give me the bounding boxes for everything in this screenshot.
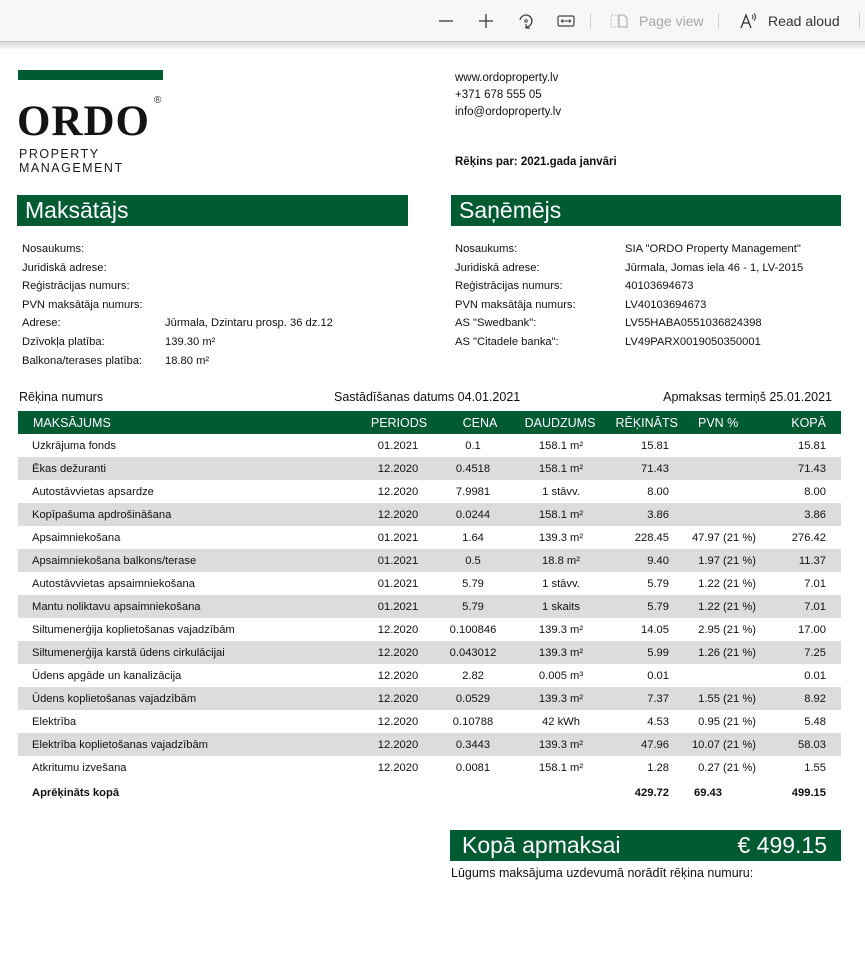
cell-total: 15.81 xyxy=(798,439,826,452)
info-value: 18.80 m² xyxy=(165,354,210,367)
cell-payment: Atkritumu izvešana xyxy=(32,761,127,774)
cell-total: 58.03 xyxy=(798,738,826,751)
cell-period: 12.2020 xyxy=(377,462,419,475)
cell-calculated: 3.86 xyxy=(647,508,669,521)
header-price: CENA xyxy=(462,415,498,430)
cell-payment: Autostāvvietas apsaimniekošana xyxy=(32,577,195,590)
info-label: Nosaukums: xyxy=(455,243,518,255)
cell-payment: Kopīpašuma apdrošināšana xyxy=(32,508,172,521)
cell-period: 12.2020 xyxy=(377,669,419,682)
summary-label: Aprēķināts kopā xyxy=(32,786,120,799)
cell-quantity: 139.3 m² xyxy=(538,623,584,636)
cell-period: 12.2020 xyxy=(377,715,419,728)
cell-payment: Apsaimniekošana xyxy=(32,531,121,544)
logo-subtitle-line1: PROPERTY xyxy=(19,147,100,161)
table-row xyxy=(18,664,841,687)
cell-price: 0.043012 xyxy=(449,646,497,659)
page-view-icon xyxy=(610,13,628,29)
cell-total: 17.00 xyxy=(798,623,826,636)
issue-date: Sastādīšanas datums 04.01.2021 xyxy=(334,390,521,404)
info-value: LV55HABA0551036824398 xyxy=(625,317,762,330)
page-shadow xyxy=(0,42,865,50)
amount-due-label: Kopā apmaksai xyxy=(462,832,621,858)
table-row xyxy=(18,641,841,664)
table-row xyxy=(18,503,841,526)
info-label: Dzīvokļa platība: xyxy=(22,335,105,348)
info-row xyxy=(455,296,803,315)
info-row xyxy=(455,314,803,333)
cell-vat: 10.07 (21 %) xyxy=(691,738,756,751)
cell-period: 12.2020 xyxy=(377,485,419,498)
fit-width-icon xyxy=(557,14,575,28)
cell-total: 71.43 xyxy=(798,462,826,475)
cell-period: 01.2021 xyxy=(377,531,419,544)
minus-icon xyxy=(438,13,454,29)
logo-wordmark: ORDO xyxy=(17,98,150,145)
cell-price: 0.10788 xyxy=(452,715,494,728)
rotate-button[interactable] xyxy=(517,0,535,41)
cell-payment: Mantu noliktavu apsaimniekošana xyxy=(32,600,201,613)
cell-payment: Elektrība xyxy=(32,715,77,728)
cell-quantity: 139.3 m² xyxy=(538,738,584,751)
cell-price: 0.5 xyxy=(465,554,481,567)
info-label: PVN maksātāja numurs: xyxy=(22,298,143,311)
cell-total: 8.00 xyxy=(804,485,826,498)
cell-vat: 1.22 (21 %) xyxy=(698,577,756,590)
info-row xyxy=(455,333,803,352)
logo-subtitle-line2: MANAGEMENT xyxy=(19,161,124,175)
website-link[interactable]: www.ordoproperty.lv xyxy=(455,72,559,84)
cell-quantity: 1 stāvv. xyxy=(542,577,580,590)
cell-payment: Elektrība koplietošanas vajadzībām xyxy=(32,738,208,751)
payment-note: Lūgums maksājuma uzdevumā norādīt rēķina numuru: xyxy=(451,866,754,880)
cell-total: 7.01 xyxy=(804,577,826,590)
info-value: Jūrmala, Dzintaru prosp. 36 dz.12 xyxy=(165,317,333,330)
cell-total: 8.92 xyxy=(804,692,826,705)
info-label: Nosaukums: xyxy=(22,243,85,255)
summary-total: 499.15 xyxy=(791,786,826,799)
info-row xyxy=(22,352,333,371)
cell-calculated: 5.79 xyxy=(647,600,669,613)
page-view-button[interactable] xyxy=(610,0,704,41)
header-quantity: DAUDZUMS xyxy=(524,415,596,430)
cell-period: 12.2020 xyxy=(377,692,419,705)
info-value: LV40103694673 xyxy=(625,298,707,311)
cell-quantity: 0.005 m³ xyxy=(538,669,584,682)
invoice-number-label: Rēķina numurs xyxy=(19,390,104,404)
info-row xyxy=(455,240,803,259)
zoom-in-button[interactable] xyxy=(478,0,494,41)
cell-total: 3.86 xyxy=(804,508,826,521)
header-vat: PVN % xyxy=(698,415,739,430)
charges-table xyxy=(18,411,841,806)
info-label: AS "Citadele banka": xyxy=(455,335,559,348)
info-label: Balkona/terases platība: xyxy=(22,354,143,367)
header-payment: MAKSĀJUMS xyxy=(33,415,111,430)
header-calculated: RĒĶINĀTS xyxy=(615,415,678,430)
cell-period: 12.2020 xyxy=(377,623,419,636)
table-row xyxy=(18,480,841,503)
toolbar-divider xyxy=(859,13,860,29)
cell-quantity: 158.1 m² xyxy=(538,462,584,475)
cell-calculated: 8.00 xyxy=(647,485,669,498)
cell-vat: 0.95 (21 %) xyxy=(698,715,756,728)
info-row xyxy=(22,333,333,352)
table-row xyxy=(18,457,841,480)
cell-quantity: 1 stāvv. xyxy=(542,485,580,498)
cell-calculated: 5.99 xyxy=(647,646,669,659)
cell-payment: Ūdens koplietošanas vajadzībām xyxy=(32,692,197,705)
table-row xyxy=(18,756,841,779)
table-row xyxy=(18,687,841,710)
cell-vat: 47.97 (21 %) xyxy=(691,531,756,544)
logo-accent-bar xyxy=(18,70,163,80)
info-label: Adrese: xyxy=(22,317,61,330)
table-row xyxy=(18,549,841,572)
cell-vat: 2.95 (21 %) xyxy=(698,623,756,636)
cell-payment: Autostāvvietas apsardze xyxy=(32,485,154,498)
cell-payment: Siltumenerģija karstā ūdens cirkulācijai xyxy=(32,646,225,659)
table-row xyxy=(18,618,841,641)
cell-calculated: 47.96 xyxy=(641,738,669,751)
cell-quantity: 158.1 m² xyxy=(538,439,584,452)
cell-calculated: 9.40 xyxy=(647,554,669,567)
registered-mark: ® xyxy=(154,95,162,106)
cell-period: 12.2020 xyxy=(377,646,419,659)
cell-period: 01.2021 xyxy=(377,439,419,452)
cell-quantity: 158.1 m² xyxy=(538,761,584,774)
info-row xyxy=(22,240,333,259)
cell-price: 2.82 xyxy=(462,669,484,682)
table-body xyxy=(18,434,841,779)
recipient-heading: Saņēmējs xyxy=(451,195,841,226)
read-aloud-button[interactable] xyxy=(739,0,840,41)
cell-quantity: 42 kWh xyxy=(542,715,580,728)
zoom-out-button[interactable] xyxy=(438,0,454,41)
read-aloud-label: Read aloud xyxy=(768,12,840,29)
info-row xyxy=(22,314,333,333)
cell-vat: 1.55 (21 %) xyxy=(698,692,756,705)
logo-subtitle xyxy=(19,147,124,175)
info-value: LV49PARX0019050350001 xyxy=(625,335,761,348)
table-row xyxy=(18,733,841,756)
cell-period: 01.2021 xyxy=(377,554,419,567)
cell-quantity: 139.3 m² xyxy=(538,531,584,544)
info-value: SIA "ORDO Property Management" xyxy=(625,243,801,255)
rotate-icon xyxy=(517,12,535,30)
cell-period: 01.2021 xyxy=(377,577,419,590)
info-row xyxy=(22,296,333,315)
cell-period: 01.2021 xyxy=(377,600,419,613)
cell-total: 11.37 xyxy=(798,554,826,567)
header-period: PERIODS xyxy=(370,415,428,430)
info-label: Reģistrācijas numurs: xyxy=(22,280,130,293)
table-row xyxy=(18,572,841,595)
due-date: Apmaksas termiņš 25.01.2021 xyxy=(663,390,832,404)
cell-calculated: 7.37 xyxy=(647,692,669,705)
info-label: Juridiskā adrese: xyxy=(455,261,540,274)
info-label: Juridiskā adrese: xyxy=(22,261,107,274)
contact-block xyxy=(455,70,561,121)
table-header xyxy=(18,411,841,434)
cell-payment: Ēkas dežuranti xyxy=(32,462,107,475)
info-row xyxy=(455,259,803,278)
info-row xyxy=(22,277,333,296)
toolbar-divider xyxy=(590,13,591,29)
cell-price: 5.79 xyxy=(462,577,484,590)
cell-calculated: 5.79 xyxy=(647,577,669,590)
cell-payment: Ūdens apgāde un kanalizācija xyxy=(32,669,182,682)
email-link[interactable]: info@ordoproperty.lv xyxy=(455,106,562,118)
cell-quantity: 139.3 m² xyxy=(538,692,584,705)
cell-calculated: 0.01 xyxy=(647,669,669,682)
info-row xyxy=(455,277,803,296)
cell-calculated: 14.05 xyxy=(641,623,669,636)
cell-calculated: 15.81 xyxy=(641,439,669,452)
info-label: Reģistrācijas numurs: xyxy=(455,280,563,293)
cell-payment: Siltumenerģija koplietošanas vajadzībām xyxy=(32,623,235,636)
cell-total: 276.42 xyxy=(791,531,826,544)
summary-vat: 69.43 xyxy=(694,786,722,799)
table-summary-row xyxy=(18,779,841,806)
cell-calculated: 1.28 xyxy=(647,761,669,774)
cell-payment: Apsaimniekošana balkons/terase xyxy=(32,554,197,567)
cell-period: 12.2020 xyxy=(377,508,419,521)
plus-icon xyxy=(478,13,494,29)
recipient-info xyxy=(455,240,803,352)
payer-info xyxy=(22,240,333,370)
table-row xyxy=(18,526,841,549)
cell-price: 0.0529 xyxy=(455,692,491,705)
cell-calculated: 4.53 xyxy=(647,715,669,728)
payer-heading: Maksātājs xyxy=(17,195,408,226)
table-row xyxy=(18,595,841,618)
cell-quantity: 158.1 m² xyxy=(538,508,584,521)
pdf-toolbar xyxy=(0,0,865,42)
cell-total: 0.01 xyxy=(804,669,826,682)
cell-quantity: 139.3 m² xyxy=(538,646,584,659)
invoice-period: Rēķins par: 2021.gada janvāri xyxy=(455,156,617,168)
cell-total: 1.55 xyxy=(804,761,826,774)
cell-price: 5.79 xyxy=(462,600,484,613)
cell-price: 0.0244 xyxy=(455,508,491,521)
page-view-label: Page view xyxy=(639,12,704,29)
cell-quantity: 18.8 m² xyxy=(542,554,580,567)
info-value: Jūrmala, Jomas iela 46 - 1, LV-2015 xyxy=(625,261,804,274)
cell-price: 0.100846 xyxy=(449,623,497,636)
cell-total: 5.48 xyxy=(804,715,826,728)
table-row xyxy=(18,710,841,733)
cell-price: 1.64 xyxy=(462,531,484,544)
cell-calculated: 71.43 xyxy=(641,462,669,475)
phone-number: +371 678 555 05 xyxy=(455,89,542,101)
cell-period: 12.2020 xyxy=(377,761,419,774)
info-label: PVN maksātāja numurs: xyxy=(455,298,576,311)
cell-price: 0.3443 xyxy=(455,738,491,751)
amount-due-box xyxy=(450,830,841,861)
cell-vat: 0.27 (21 %) xyxy=(698,761,756,774)
info-label: AS "Swedbank": xyxy=(455,317,537,330)
cell-price: 7.9981 xyxy=(455,485,491,498)
info-value: 139.30 m² xyxy=(165,335,216,348)
cell-total: 7.25 xyxy=(804,646,826,659)
cell-price: 0.0081 xyxy=(455,761,491,774)
info-value: 40103694673 xyxy=(625,280,694,293)
summary-calculated: 429.72 xyxy=(634,786,669,799)
cell-calculated: 228.45 xyxy=(634,531,669,544)
cell-quantity: 1 skaits xyxy=(542,600,580,613)
cell-vat: 1.22 (21 %) xyxy=(698,600,756,613)
header-total: KOPĀ xyxy=(791,415,826,430)
cell-price: 0.1 xyxy=(465,439,481,452)
cell-vat: 1.97 (21 %) xyxy=(698,554,756,567)
read-aloud-icon xyxy=(739,12,757,30)
info-row xyxy=(22,259,333,278)
cell-vat: 1.26 (21 %) xyxy=(698,646,756,659)
fit-width-button[interactable] xyxy=(557,0,575,41)
table-row xyxy=(18,434,841,457)
amount-due-value: € 499.15 xyxy=(737,832,827,858)
cell-period: 12.2020 xyxy=(377,738,419,751)
cell-payment: Uzkrājuma fonds xyxy=(32,439,116,452)
cell-total: 7.01 xyxy=(804,600,826,613)
cell-price: 0.4518 xyxy=(455,462,491,475)
toolbar-divider xyxy=(718,13,719,29)
